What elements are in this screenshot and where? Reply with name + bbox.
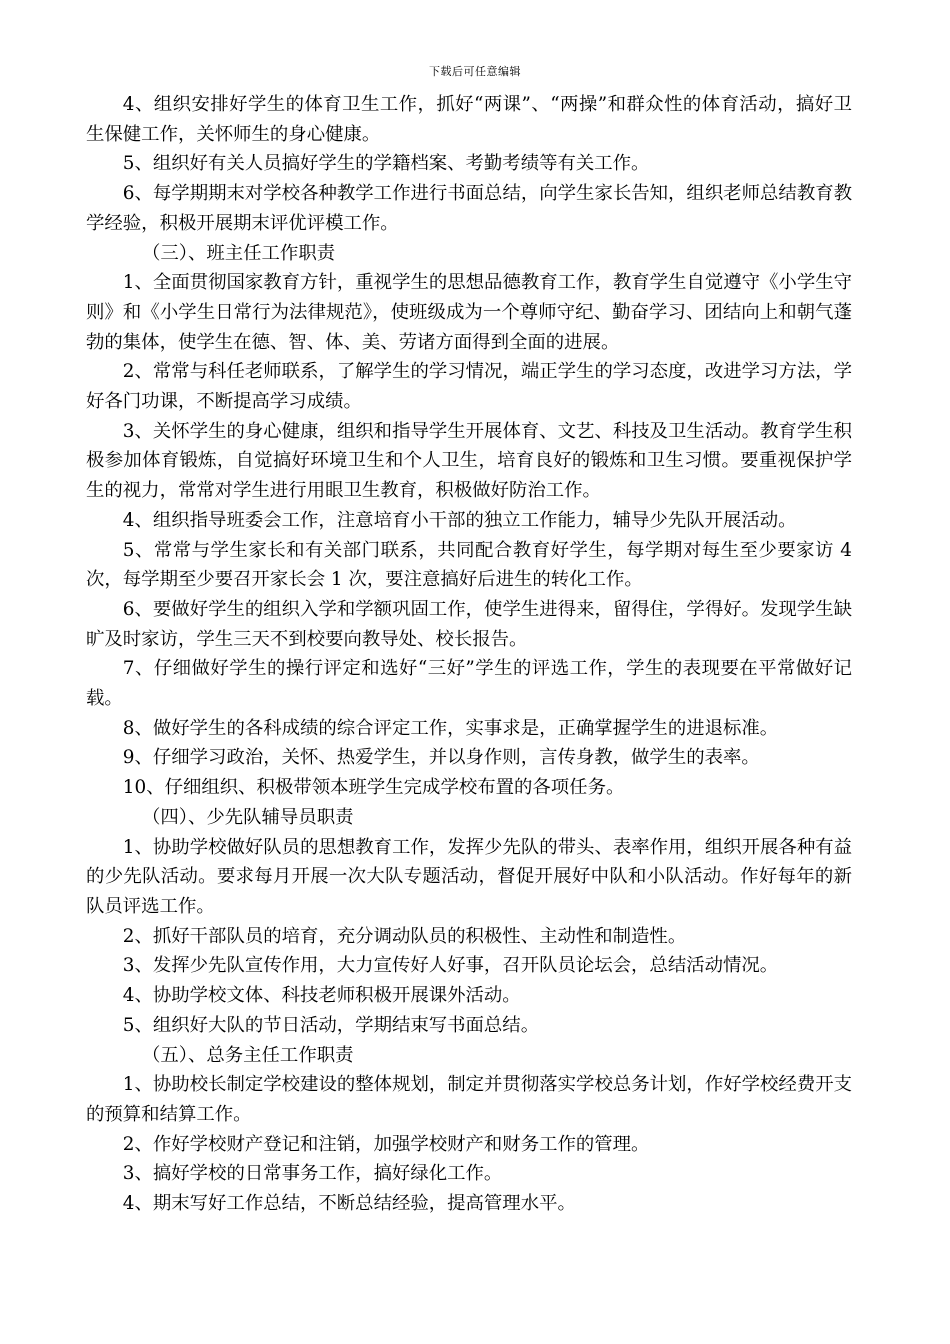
paragraph: 2、抓好干部队员的培育，充分调动队员的积极性、主动性和制造性。 xyxy=(122,925,687,947)
paragraph: 4、协助学校文体、科技老师积极开展课外活动。 xyxy=(122,985,521,1007)
paragraph: 5、常常与学生家长和有关部门联系，共同配合教育好学生，每学期对每生至少要家访 4 次，每学期至少要召开家长会 1 次，要注意搞好后进生的转化工作。 xyxy=(86,539,852,591)
paragraph: 7、仔细做好学生的操行评定和选好“三好”学生的评选工作，学生的表现要在平常做好记载。 xyxy=(86,658,852,710)
paragraph: 3、发挥少先队宣传作用，大力宣传好人好事，召开队员论坛会，总结活动情况。 xyxy=(122,955,779,977)
document-body xyxy=(86,90,852,1219)
section-heading: （五）、总务主任工作职责 xyxy=(142,1044,354,1066)
paragraph: 9、仔细学习政治，关怀、热爱学生，并以身作则，言传身教，做学生的表率。 xyxy=(122,747,760,769)
paragraph: 3、搞好学校的日常事务工作，搞好绿化工作。 xyxy=(122,1163,503,1185)
paragraph: 3、关怀学生的身心健康，组织和指导学生开展体育、文艺、科技及卫生活动。教育学生积极参加体育锻炼，自觉搞好环境卫生和个人卫生，培育良好的锻炼和卫生习惯。要重视保护学生的视力，常常对学生进行用眼卫生教育，积极做好防治工作。 xyxy=(86,420,852,502)
paragraph: 6、每学期期末对学校各种教学工作进行书面总结，向学生家长告知，组织老师总结教育教学经验，积极开展期末评优评模工作。 xyxy=(86,183,852,234)
paragraph: 4、组织安排好学生的体育卫生工作，抓好“两课”、“两操”和群众性的体育活动，搞好卫生保健工作，关怀师生的身心健康。 xyxy=(86,94,852,145)
paragraph: 6、要做好学生的组织入学和学额巩固工作，使学生进得来，留得住，学得好。发现学生缺旷及时家访，学生三天不到校要向教导处、校长报告。 xyxy=(86,598,852,650)
paragraph: 2、常常与科任老师联系，了解学生的学习情况，端正学生的学习态度，改进学习方法，学好各门功课，不断提高学习成绩。 xyxy=(86,361,852,413)
paragraph: 5、组织好有关人员搞好学生的学籍档案、考勤考绩等有关工作。 xyxy=(122,153,650,175)
paragraph: 4、组织指导班委会工作，注意培育小干部的独立工作能力，辅导少先队开展活动。 xyxy=(122,509,797,531)
paragraph: 5、组织好大队的节日活动，学期结束写书面总结。 xyxy=(122,1014,540,1036)
paragraph: 4、期末写好工作总结，不断总结经验，提高管理水平。 xyxy=(122,1193,576,1215)
paragraph: 1、协助校长制定学校建设的整体规划，制定并贯彻落实学校总务计划，作好学校经费开支的预算和结算工作。 xyxy=(86,1074,852,1125)
paragraph: 1、协助学校做好队员的思想教育工作，发挥少先队的带头、表率作用，组织开展各种有益的少先队活动。要求每月开展一次大队专题活动，督促开展好中队和小队活动。作好每年的新队员评选工作。 xyxy=(86,836,852,917)
paragraph: 8、做好学生的各科成绩的综合评定工作，实事求是，正确掌握学生的进退标准。 xyxy=(122,717,779,739)
paragraph: 1、全面贯彻国家教育方针，重视学生的思想品德教育工作，教育学生自觉遵守《小学生守则》和《小学生日常行为法律规范》，使班级成为一个尊师守纪、勤奋学习、团结向上和朝气蓬勃的集体，使学生在德、智、体、美、劳诸方面得到全面的进展。 xyxy=(86,272,852,353)
paragraph: 10、仔细组织、积极带领本班学生完成学校布置的各项任务。 xyxy=(122,777,625,799)
section-heading: （三）、班主任工作职责 xyxy=(142,242,336,264)
section-heading: （四）、少先队辅导员职责 xyxy=(142,806,354,828)
page-header: 下载后可任意编辑 xyxy=(429,65,521,78)
paragraph: 2、作好学校财产登记和注销，加强学校财产和财务工作的管理。 xyxy=(122,1133,650,1155)
